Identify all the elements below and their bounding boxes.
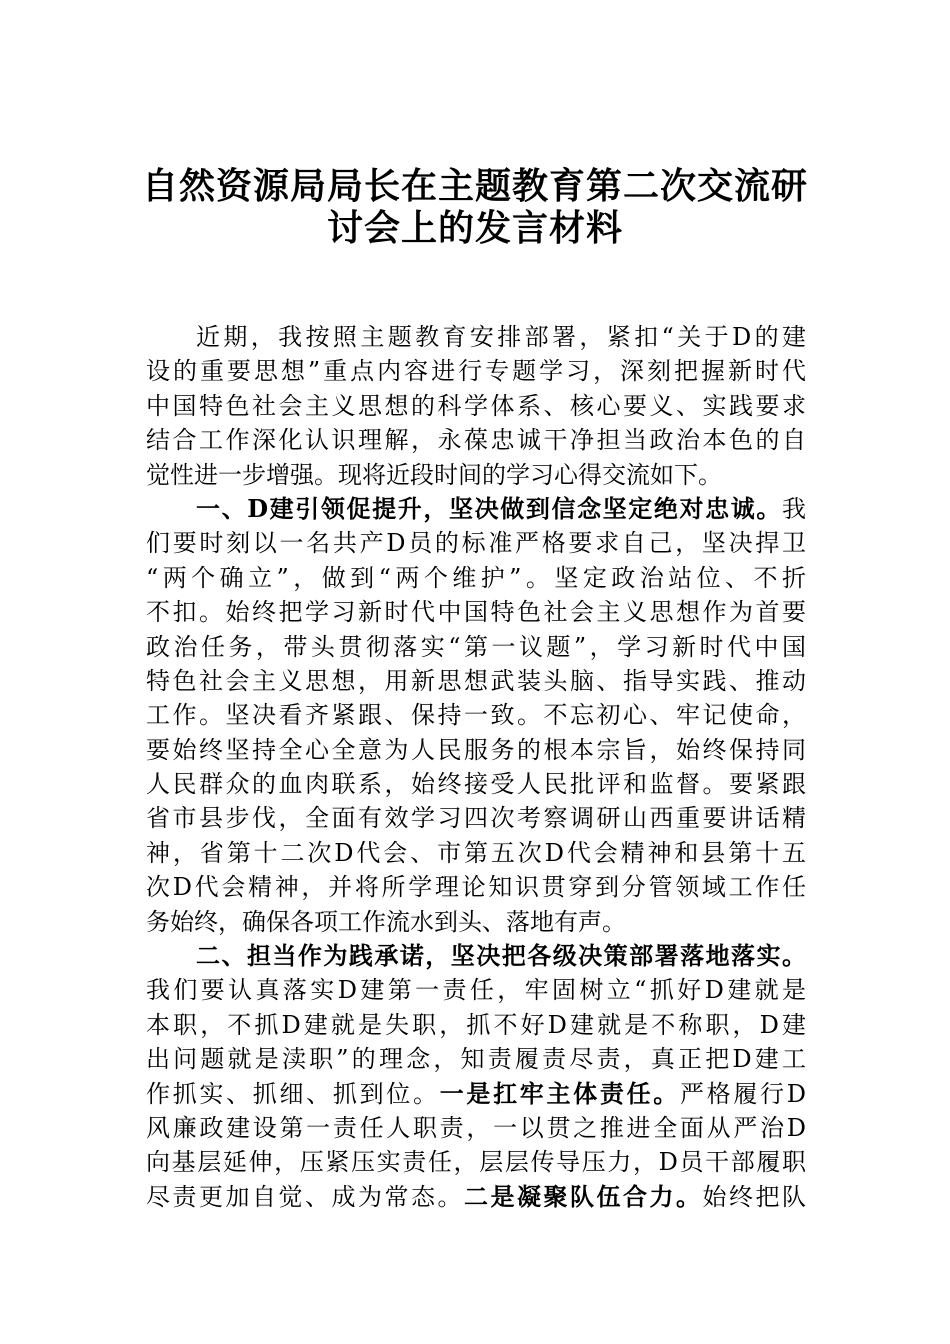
text-run: 尽责更加自觉、成为常态。 bbox=[146, 1182, 464, 1211]
text-line bbox=[146, 1180, 806, 1214]
bold-text: 二、担当作为践承诺，坚决把各级决策部署落地落实。 bbox=[196, 941, 806, 971]
bold-text: 一是扛牢主体责任。 bbox=[439, 1078, 680, 1108]
text-line bbox=[146, 939, 806, 973]
text-run: 我们要认真落实D建第一责任，牢固树立“抓好D建就是 bbox=[146, 976, 806, 1005]
text-run: 次D代会精神，并将所学理论知识贯穿到分管领域工作任 bbox=[146, 873, 806, 902]
text-run: “两个确立”，做到“两个维护”。坚定政治站位、不折 bbox=[146, 563, 806, 592]
text-run: 工作。坚决看齐紧跟、保持一致。不忘初心、牢记使命， bbox=[146, 701, 806, 730]
text-line bbox=[146, 1077, 806, 1111]
text-run: 人民群众的血肉联系，始终接受人民批评和监督。要紧跟 bbox=[146, 770, 806, 799]
text-run: 要始终坚持全心全意为人民服务的根本宗旨，始终保持同 bbox=[146, 735, 806, 764]
bold-text: 一、D建引领促提升，坚决做到信念坚定绝对忠诚。 bbox=[196, 493, 782, 523]
text-run: 我 bbox=[782, 494, 806, 523]
text-line bbox=[146, 767, 806, 801]
text-run: 设的重要思想”重点内容进行专题学习，深刻把握新时代 bbox=[146, 357, 806, 386]
text-line bbox=[146, 664, 806, 698]
text-line bbox=[146, 595, 806, 629]
text-line bbox=[146, 733, 806, 767]
text-run: 始终把队 bbox=[702, 1182, 806, 1211]
document-title-line-1: 自然资源局局长在主题教育第二次交流研 bbox=[141, 165, 808, 207]
text-line bbox=[146, 1145, 806, 1179]
text-line bbox=[146, 1008, 806, 1042]
document-body bbox=[146, 320, 806, 1214]
text-run: 本职，不抓D建就是失职，抓不好D建就是不称职，D建 bbox=[146, 1010, 806, 1039]
text-line bbox=[146, 630, 806, 664]
text-line bbox=[146, 973, 806, 1007]
text-run: 们要时刻以一名共产D员的标准严格要求自己，坚决捍卫 bbox=[146, 529, 806, 558]
text-run: 务始终，确保各项工作流水到头、落地有声。 bbox=[146, 907, 626, 936]
text-run: 近期，我按照主题教育安排部署，紧扣“关于D的建 bbox=[196, 323, 806, 351]
text-run: 觉性进一步增强。现将近段时间的学习心得交流如下。 bbox=[146, 460, 722, 489]
text-run: 作抓实、抓细、抓到位。 bbox=[146, 1079, 440, 1108]
text-run: 政治任务，带头贯彻落实“第一议题”，学习新时代中国 bbox=[146, 632, 806, 661]
text-run: 特色社会主义思想，用新思想武装头脑、指导实践、推动 bbox=[146, 666, 806, 695]
text-line bbox=[146, 526, 806, 560]
text-line bbox=[146, 389, 806, 423]
text-run: 不扣。始终把学习新时代中国特色社会主义思想作为首要 bbox=[146, 598, 806, 627]
text-line bbox=[146, 836, 806, 870]
text-line bbox=[146, 698, 806, 732]
text-line bbox=[146, 354, 806, 388]
text-run: 中国特色社会主义思想的科学体系、核心要义、实践要求 bbox=[146, 391, 806, 420]
text-line bbox=[146, 870, 806, 904]
text-line bbox=[146, 905, 806, 939]
text-line bbox=[146, 458, 806, 492]
document-title-line-2: 讨会上的发言材料 bbox=[326, 207, 623, 249]
text-run: 结合工作深化认识理解，永葆忠诚干净担当政治本色的自 bbox=[146, 426, 806, 455]
text-run: 严格履行D bbox=[679, 1079, 807, 1108]
text-run: 出问题就是渎职”的理念，知责履责尽责，真正把D建工 bbox=[146, 1045, 806, 1074]
text-line bbox=[146, 561, 806, 595]
text-line bbox=[146, 1111, 806, 1145]
bold-text: 二是凝聚队伍合力。 bbox=[464, 1181, 703, 1211]
text-line bbox=[146, 320, 806, 354]
text-run: 向基层延伸，压紧压实责任，层层传导压力，D员干部履职 bbox=[146, 1148, 806, 1177]
text-line bbox=[146, 423, 806, 457]
text-run: 神，省第十二次D代会、市第五次D代会精神和县第十五 bbox=[146, 838, 806, 867]
text-line bbox=[146, 1042, 806, 1076]
text-line bbox=[146, 801, 806, 835]
text-run: 风廉政建设第一责任人职责，一以贯之推进全面从严治D bbox=[146, 1113, 806, 1142]
text-run: 省市县步伐，全面有效学习四次考察调研山西重要讲话精 bbox=[146, 804, 806, 833]
text-line bbox=[146, 492, 806, 526]
